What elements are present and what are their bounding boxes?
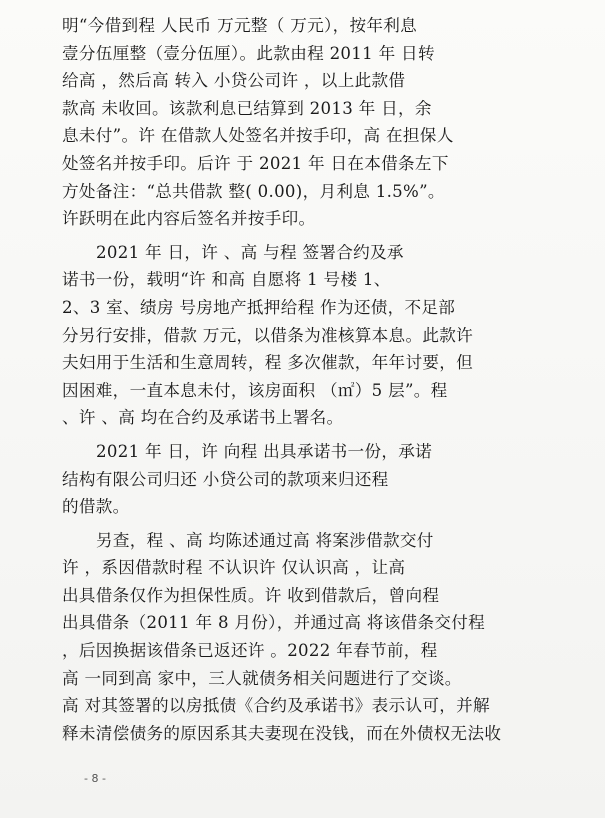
text-line: 壹分伍厘整（壹分伍厘）。此款由程 2011 年 日转 — [62, 43, 435, 63]
text-line: 2021 年 日，许 向程 出具承诺书一份，承诺 — [96, 441, 433, 461]
text-line: 许 ，系因借款时程 不认识许 仅认识高 ，让高 — [62, 558, 406, 578]
text-line: 分另行安排，借款 万元，以借条为准核算本息。此款许 — [62, 325, 474, 345]
paragraph-2 — [62, 239, 547, 432]
text-line: 许跃明在此内容后签名并按手印。 — [62, 209, 316, 229]
paragraph-3 — [62, 438, 547, 521]
text-line: 诺书一份，载明“许 和高 自愿将 1 号楼 1、 — [62, 270, 391, 290]
text-line: 款高 未收回。该款利息已结算到 2013 年 日，余 — [62, 98, 432, 118]
text-line: 明“今借到程 人民币 万元整（ 万元），按年利息 — [62, 16, 418, 35]
text-line: 释未清偿债务的原因系其夫妻现在没钱，而在外债权无法收 — [62, 723, 502, 743]
text-line: 方处备注：“总共借款 整( 0.00)，月利息 1.5%”。 — [62, 181, 445, 201]
page-number: - 8 - — [84, 772, 106, 785]
text-line: 高 一同到高 家中，三人就债务相关问题进行了交谈。 — [62, 668, 462, 688]
text-line: 另查，程 、高 均陈述通过高 将案涉借款交付 — [96, 530, 434, 550]
document-body — [62, 12, 547, 753]
text-line: 处签名并按手印。后许 于 2021 年 日在本借条左下 — [62, 153, 449, 173]
paragraph-1 — [62, 12, 547, 233]
text-line: 给高 ，然后高 转入 小贷公司许 ，以上此款借 — [62, 71, 406, 91]
text-line: ，后因换据该借条已返还许 。2022 年春节前，程 — [62, 641, 438, 661]
text-line: 因困难，一直本息未付，该房面积 （㎡）5 层”。程 — [62, 380, 448, 400]
text-line: 息未付”。许 在借款人处签名并按手印，高 在担保人 — [62, 126, 454, 146]
text-line: 高 对其签署的以房抵债《合约及承诺书》表示认可，并解 — [62, 696, 490, 716]
text-line: 、许 、高 均在合约及承诺书上署名。 — [62, 408, 344, 428]
text-line: 结构有限公司归还 小贷公司的款项来归还程 — [62, 469, 389, 489]
text-line: 的借款。 — [62, 497, 130, 517]
text-line: 2021 年 日，许 、高 与程 签署合约及承 — [96, 242, 404, 262]
paragraph-4 — [62, 527, 547, 748]
text-line: 出具借条（2011 年 8 月份），并通过高 将该借条交付程 — [62, 613, 486, 633]
text-line: 出具借条仅作为担保性质。许 收到借款后，曾向程 — [62, 585, 440, 605]
text-line: 2、3 室、绩房 号房地产抵押给程 作为还债，不足部 — [62, 297, 456, 317]
text-line: 夫妇用于生活和生意周转，程 多次催款，年年讨要，但 — [62, 353, 474, 373]
